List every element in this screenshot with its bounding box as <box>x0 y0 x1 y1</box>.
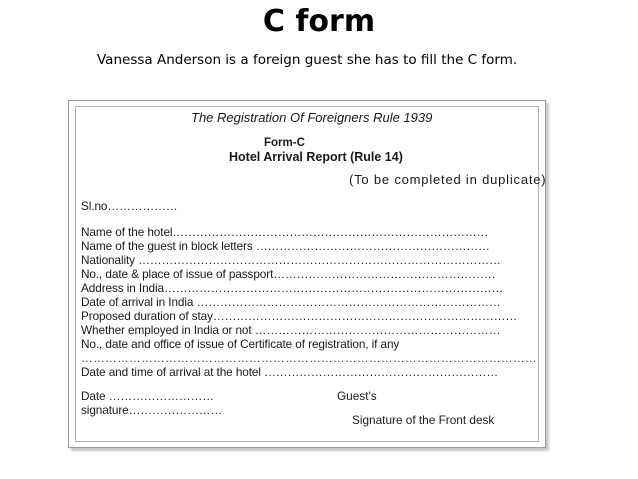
field-passport: No., date & place of issue of passport………………………………………………… <box>81 267 496 281</box>
field-sl-no: Sl.no……………… <box>81 199 178 213</box>
field-employment: Whether employed in India or not ……………………………………………………… <box>81 323 501 337</box>
field-signature: signature…………………… <box>81 403 223 417</box>
field-arrival-date: Date of arrival in India …………………………………………………………………… <box>81 295 501 309</box>
field-guest-name: Name of the guest in block letters …………………………………………………… <box>81 239 490 253</box>
form-label: Form-C <box>264 137 305 149</box>
field-stay-duration: Proposed duration of stay…………………………………………………………………… <box>81 309 518 323</box>
duplicate-note: (To be completed in duplicate) <box>349 172 547 187</box>
field-arrival-hotel: Date and time of arrival at the hotel …………………………………………………… <box>81 365 499 379</box>
field-hotel-name: Name of the hotel……………………………………………………………………… <box>81 225 489 239</box>
field-date: Date ……………………… <box>81 389 214 403</box>
field-address: Address in India…………………………………………………………………………… <box>81 281 504 295</box>
slide-subtitle: Vanessa Anderson is a foreign guest she has to fill the C form. <box>97 52 518 68</box>
slide-title: C form <box>262 4 376 39</box>
field-front-desk: Signature of the Front desk <box>352 413 495 427</box>
field-guest-label: Guest's <box>337 389 377 403</box>
field-nationality: Nationality ………………………………………………………………………………… <box>81 253 501 267</box>
field-certificate-continuation: …………………………………………………………………………………………………… <box>81 351 537 365</box>
field-certificate: No., date and office of issue of Certificate of registration, if any <box>81 337 400 351</box>
rule-heading: The Registration Of Foreigners Rule 1939 <box>191 110 433 125</box>
c-form-image <box>68 100 546 448</box>
report-label: Hotel Arrival Report (Rule 14) <box>229 150 403 164</box>
